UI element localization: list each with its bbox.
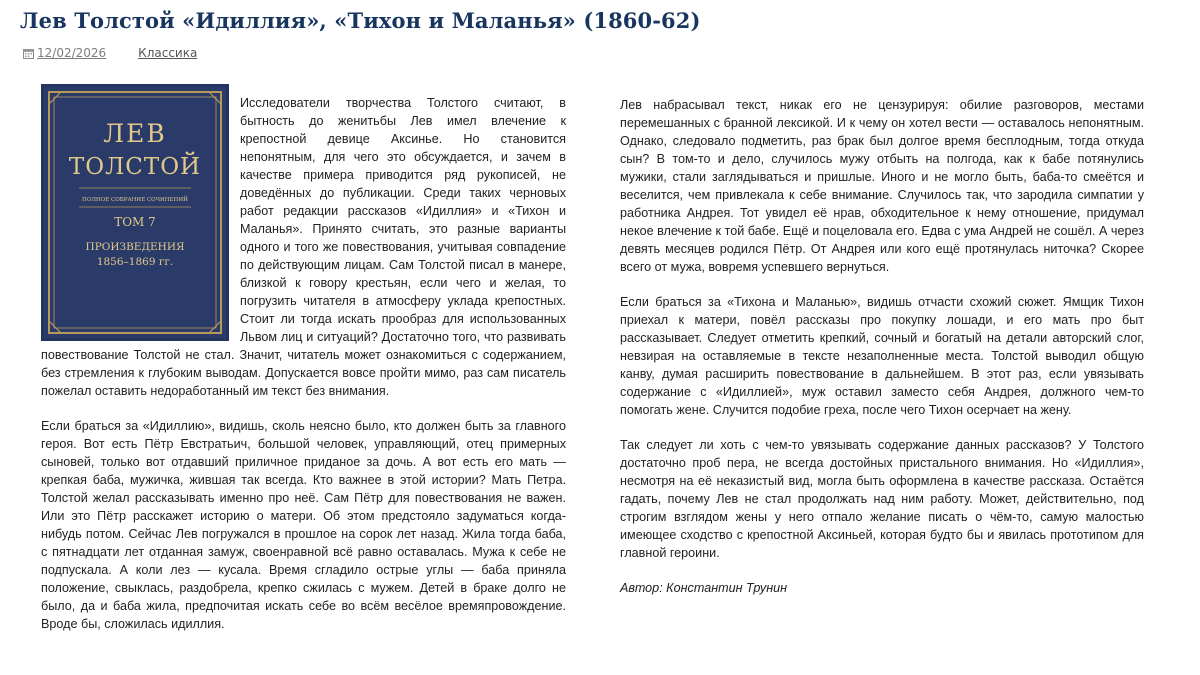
book-cover-image (41, 84, 229, 341)
post-meta (23, 46, 197, 60)
paragraph: Лев набрасывал текст, никак его не цензурируя: обилие разговоров, местами перемешанных с бранной лексикой. И к чему он хотел вести — оставалось непонятным. Однако, следовало подметить, раз брак был долгое время бесплодным, тогда откуда сын? В том-то и дело, случилось мужу отбыть на полгода, как к бабе потянулись мужики, стали заглядываться и пришлые. Иного и не могло быть, баба-то смеётся и веселится, чем привлекала к себе внимание. Случилось так, что зародила симпатии у работника Андрея. Тот увидел её нрав, обходительное к нему отношение, придумал некое влечение к той бабе. Ещё и поцеловала его. Едва с ума Андрей не сошёл. А через девять месяцев родился Пётр. От Андрея или кого ещё протянулась ниточка? Скорее всего от мужа, вовремя успевшего вернуться. (620, 98, 1144, 274)
cover-author-last: ТОЛСТОЙ (68, 154, 202, 180)
cover-volume: ТОМ 7 (114, 215, 156, 229)
left-column (41, 94, 566, 650)
post-date-link[interactable]: 12/02/2026 (37, 46, 107, 60)
cover-years: 1856–1869 гг. (96, 256, 174, 268)
cover-series: ПОЛНОЕ СОБРАНИЕ СОЧИНЕНИЙ (82, 197, 188, 203)
paragraph: Если браться за «Идиллию», видишь, сколь неясно было, кто должен быть за главного героя. Вот есть Пётр Евстратьич, большой человек, управляющий, отец примерных сыновей, только вот отдавший приличное приданое за дочь. А вот есть его мать — крепкая баба, мужичка, жившая так всегда. Кто важнее в этой истории? Мать Петра. Толстой желал рассказывать именно про неё. Сам Пётр для повествования не важен. Или это Пётр расскажет историю о матери. Об этом предстояло задуматься когда-нибудь потом. Сейчас Лев погружался в прошлое на сорок лет назад. Жила тогда баба, с пятнадцати лет отданная замуж, своенравной всё равно оставалась. Мужа к себе не подпускала. А коли лез — кусала. Время сгладило острые углы — баба приняла положение, свыклась, раздобрела, крепко сжилась с мужем. Детей в браке долго не было, да и баба жила, предпочитая искать себе во всём весёлое времяпровождение. Вроде бы, сложилась идиллия. (41, 419, 566, 631)
paragraph: Исследователи творчества Толстого считают, в бытность до женитьбы Лев имел влечение к крепостной девице Аксинье. Но становится непонятным, для чего это обсуждается, и зачем в качестве примера приводится ряд рукописей, не доведённых до публикации. Среди таких черновых работ редакции рассказов «Идиллия» и «Тихон и Маланья». Принято считать, это разные варианты одного и того же повествования, учитывая совпадение по действующим лицам. Сам Толстой писал в манере, близкой к говору крестьян, если чего и желая, то погрузить читателя в атмосферу уклада крепостных. Стоит ли тогда искать прообраз для использованных Львом лиц и ситуаций? Достаточно того, что развивать повествование Толстой не стал. Значит, читатель может ознакомиться с содержанием, без стремления к глубоким выводам. Допускается вовсе пройти мимо, раз сам писатель пожелал оставить недоработанный им текст без внимания. (41, 96, 566, 398)
paragraph: Так следует ли хоть с чем-то увязывать содержание данных рассказов? У Толстого достаточно проб пера, не всегда достойных пристального внимания. Но «Идиллия», несмотря на её неказистый вид, могла быть оформлена в качестве рассказа. Остаётся гадать, почему Лев не стал продолжать над ним работу. Может, действительно, под строгим взглядом жены у него отпало желание писать о чём-то, самую малостью имеющее сходство с крепостной Аксиньей, которая будто бы и явилась прототипом для главной героини. (620, 438, 1144, 560)
paragraph: Если браться за «Тихона и Маланью», видишь отчасти схожий сюжет. Ямщик Тихон приехал к матери, повёл рассказы про покупку лошади, и его мать про быт рассказывает. Следует отметить крепкий, сочный и богатый на детали авторский слог, невзирая на оставляемые в тексте незаполненные места. Толстой выводил общую канву, думая расширить повествование в дальнейшем. В этот раз, если увязывать содержание с «Идиллией», муж оставил заместо себя Андрея, должного чем-то помогать жене. Случится подобие греха, после чего Тихон осерчает на жену. (620, 295, 1144, 417)
right-column (620, 96, 1144, 614)
page-title: Лев Толстой «Идиллия», «Тихон и Маланья» (1860-62) (20, 8, 701, 33)
calendar-icon (23, 48, 34, 59)
cover-works: ПРОИЗВЕДЕНИЯ (85, 241, 185, 253)
author-signature: Автор: Константин Трунин (620, 581, 788, 595)
cover-author-first: ЛЕВ (103, 119, 167, 148)
category-link[interactable]: Классика (138, 46, 198, 60)
